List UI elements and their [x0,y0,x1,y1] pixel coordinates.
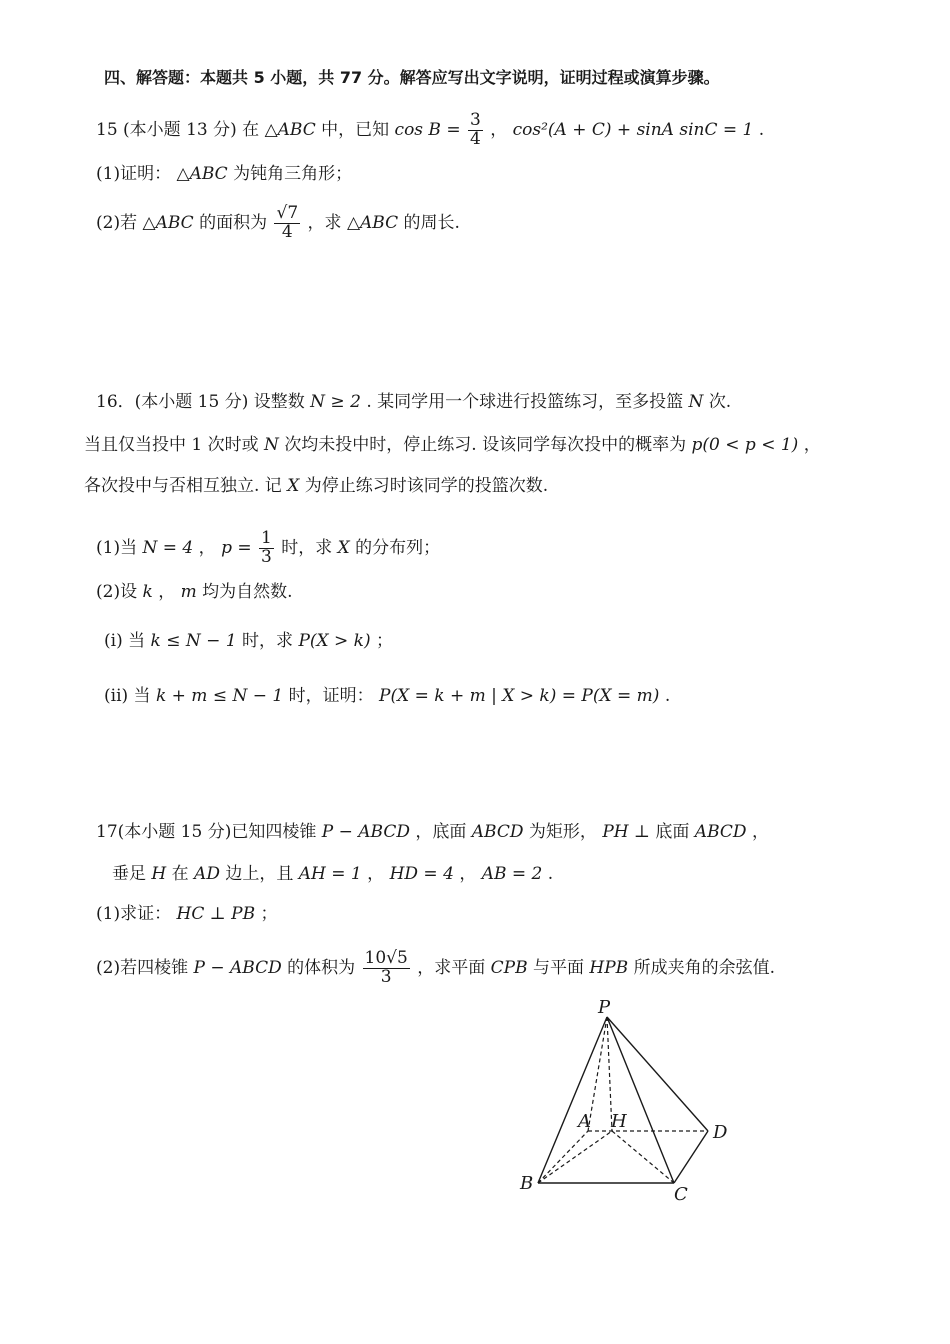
q17-p2-f: 与平面 [533,957,584,978]
q15-stem [96,112,764,149]
pyramid-svg [510,995,750,1205]
q16-ii-a: (ii) 当 [104,686,151,706]
q16-i-c: 时，求 [242,631,294,651]
section-title: 四、解答题：本题共 5 小题，共 77 分。解答应写出文字说明，证明过程或演算步骤。 [104,68,720,87]
q17-l1-a: 17(本小题 15 分)已知四棱锥 [96,822,317,842]
q17-p2-a: (2)若四棱锥 [96,957,189,978]
q17-l2-j: AB = 2 [481,864,543,884]
q15-comma: ， [490,119,508,140]
q15-cond1-den: 4 [469,128,481,149]
q15-p2-text1: 的面积为 [199,212,268,233]
q16-l3-c: 为停止练习时该同学的投篮次数. [304,476,549,496]
q17-l2-c: 在 [171,864,189,884]
q17-p2-b: P − ABCD [193,957,282,978]
q16-p2-a: (2)设 [96,582,138,602]
q16-p1-frac [259,530,274,567]
q15-p2-num: √7 [276,203,299,223]
q16-p1-c: ， [198,537,216,558]
q17-l2-b: H [151,864,167,884]
q16-l3-b: X [287,476,300,496]
q16-p2-e: 均为自然数. [202,582,293,602]
q16-p1-b: N = 4 [142,537,194,558]
q17-l2-f: AH = 1 [298,864,362,884]
q17-p2-c: 的体积为 [287,957,356,978]
q17-l1-i: ， [751,822,769,842]
q15-p1-label: (1)证明： [96,164,172,184]
edge-PC [607,1017,674,1183]
q17-l2-i: ， [459,864,477,884]
q15-p2-frac [274,205,300,242]
q17-p2-frac [363,950,410,987]
q17-part1 [96,902,277,926]
q17-p1-a: (1)求证： [96,904,172,924]
q17-p1-b: HC ⊥ PB [176,904,256,924]
q16-i-d: P(X > k) [298,631,371,651]
q16-l1-e: 次. [708,392,732,412]
q16-line1 [96,390,731,414]
q16-part2 [96,580,293,604]
q16-i-e: ； [376,631,394,651]
q17-p2-g: HPB [589,957,629,978]
q16-p1-num: 1 [261,528,272,548]
q17-p2-d: ，求平面 [417,957,486,978]
q17-line2 [112,862,553,886]
q16-line2 [84,433,821,457]
q15-cond2: cos²(A + C) + sinA sinC = 1 [512,119,754,140]
q17-line1 [96,820,769,844]
q16-i-b: k ≤ N − 1 [150,631,237,651]
label-B: B [520,1173,534,1194]
q17-l2-g: ， [367,864,385,884]
q17-l2-h: HD = 4 [389,864,454,884]
q15-p2-text2: ，求 [307,212,342,233]
q17-l1-g: 底面 [655,822,690,842]
q17-l1-b: P − ABCD [321,822,410,842]
q16-ii-c: 时，证明： [288,686,374,706]
q17-part2 [96,950,775,987]
q17-l2-d: AD [194,864,220,884]
q15-period: . [758,119,765,140]
q15-triangle: △ABC [264,119,316,140]
q16-ii-d: P(X = k + m | X > k) = P(X = m) [379,686,660,706]
edge-BA [538,1131,588,1183]
q17-l2-k: . [547,864,554,884]
q17-p2-h: 所成夹角的余弦值. [633,957,775,978]
label-C: C [674,1184,688,1205]
q16-p1-den: 3 [261,546,272,567]
q15-cond1-frac [468,112,483,149]
q16-l2-e: ， [803,435,821,455]
q16-i-a: (i) 当 [104,631,146,651]
q16-line3 [84,474,548,498]
q16-part2-ii [104,684,670,708]
q16-p1-d: p = [221,537,252,558]
q17-l1-h: ABCD [694,822,747,842]
q16-part1 [96,530,440,567]
q15-prefix: 15 (本小题 13 分) 在 [96,119,260,140]
label-P: P [598,997,611,1018]
q17-p2-den: 3 [380,966,392,987]
label-D: D [713,1122,728,1143]
q17-l1-d: ABCD [471,822,524,842]
q16-p2-c: ， [158,582,176,602]
q15-part1 [96,162,352,186]
edge-CD [674,1131,708,1183]
q17-l2-e: 边上，且 [225,864,294,884]
q16-p1-a: (1)当 [96,537,138,558]
q16-l3-a: 各次投中与否相互独立. 记 [84,476,282,496]
q16-p1-f: X [337,537,350,558]
q15-p1-text: 为钝角三角形； [233,164,353,184]
q16-p2-b: k [142,582,153,602]
pyramid-figure [510,995,750,1205]
q15-p2-label: (2)若 [96,212,138,233]
q17-p1-c: ； [260,904,278,924]
q16-p2-d: m [180,582,197,602]
q16-l2-a: 当且仅当投中 1 次时或 [84,435,259,455]
q16-ii-e: . [664,686,671,706]
q16-p1-g: 的分布列； [355,537,441,558]
q15-cond1-num: 3 [469,110,481,130]
q16-l1-a: 16．(本小题 15 分) 设整数 [96,392,305,412]
q17-p2-num-b: √5 [386,948,408,968]
q16-l1-b: N ≥ 2 [310,392,361,412]
q15-p1-triangle: △ABC [176,164,228,184]
q17-p2-e: CPB [490,957,528,978]
q17-p2-num-a: 10 [364,948,387,968]
q16-l2-c: 次均未投中时，停止练习. 设该同学每次投中的概率为 [284,435,687,455]
q15-p2-text3: 的周长. [403,212,460,233]
q16-l1-c: . 某同学用一个球进行投篮练习，至多投篮 [366,392,684,412]
q16-p1-e: 时，求 [281,537,333,558]
q15-part2 [96,205,460,242]
q17-l1-e: 为矩形， [528,822,597,842]
q17-l2-a: 垂足 [112,864,146,884]
q17-l1-f: PH ⊥ [602,822,650,842]
label-H: H [611,1111,627,1132]
q15-p2-triangle: △ABC [142,212,194,233]
q17-l1-c: ，底面 [415,822,467,842]
q15-cond1-lhs: cos B = [394,119,461,140]
label-A: A [578,1111,591,1132]
q15-mid: 中，已知 [321,119,390,140]
q16-l2-b: N [264,435,279,455]
q15-p2-triangle2: △ABC [346,212,399,233]
q16-ii-b: k + m ≤ N − 1 [155,686,284,706]
q16-l1-d: N [688,392,704,412]
q16-part2-i [104,629,393,653]
edge-HC [612,1131,674,1183]
q16-l2-d: p(0 < p < 1) [691,435,799,455]
q15-p2-den: 4 [281,221,293,242]
